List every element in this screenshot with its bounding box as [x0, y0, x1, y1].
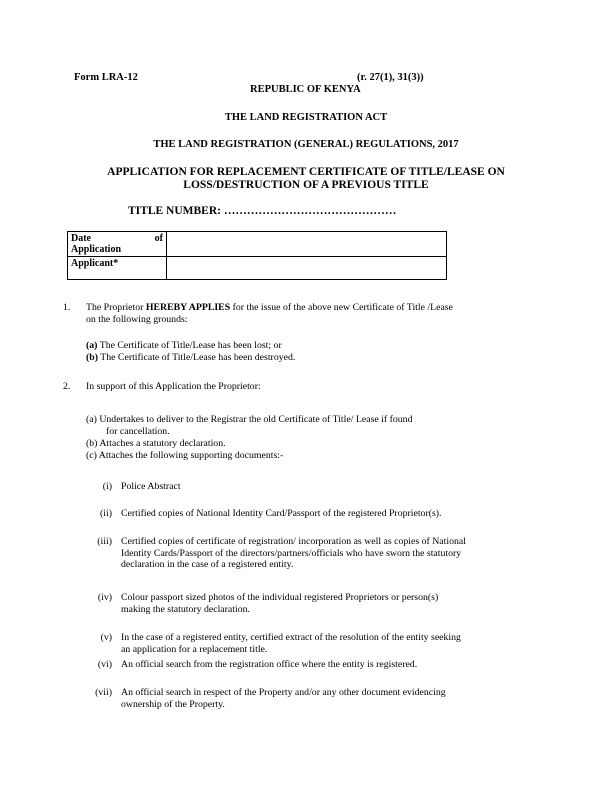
- section1-text-b: for the issue of the above new Certificate of Title /Lease: [230, 302, 453, 313]
- date-label-of: of: [154, 233, 163, 244]
- document-item-number: (v): [100, 632, 112, 643]
- section1-hereby-applies: HEREBY APPLIES: [145, 302, 231, 313]
- section1-text-a: The Proprietor: [86, 302, 146, 313]
- document-item-line: declaration in the case of a registered entity.: [121, 559, 294, 570]
- section1-number: 1.: [63, 302, 71, 313]
- form-title-line2: LOSS/DESTRUCTION OF A PREVIOUS TITLE: [183, 179, 429, 191]
- ground-b: [86, 352, 295, 364]
- document-item-line: ownership of the Property.: [121, 698, 225, 710]
- section2-intro: In support of this Application the Proprietor:: [86, 381, 261, 392]
- document-item-line: an application for a replacement title.: [121, 643, 268, 655]
- document-item-line: Identity Cards/Passport of the directors/partners/officials who have sworn the statutory: [121, 547, 462, 559]
- ground-a-label: (a): [86, 340, 98, 351]
- document-item-line: Colour passport sized photos of the individual registered Proprietors or person(s): [121, 592, 439, 603]
- date-row: [68, 232, 447, 257]
- section1-text: [86, 302, 453, 314]
- document-item-line: Certified copies of certificate of registration/ incorporation as well as copies of National: [121, 536, 466, 547]
- document-item-line: Police Abstract: [121, 481, 181, 492]
- date-label-word: Date: [71, 233, 91, 244]
- ground-b-text: The Certificate of Title/Lease has been destroyed.: [97, 352, 296, 363]
- document-item-number: (i): [102, 481, 112, 492]
- document-item-number: (ii): [100, 508, 112, 519]
- ground-b-label: (b): [86, 352, 98, 363]
- ground-a-text: The Certificate of Title/Lease has been lost; or: [97, 340, 282, 351]
- applicant-value-cell[interactable]: [167, 257, 447, 280]
- support-a-line1: (a) Undertakes to deliver to the Registrar the old Certificate of Title/ Lease if found: [86, 414, 413, 425]
- document-item-line: making the statutory declaration.: [121, 603, 250, 615]
- section1-text-c: on the following grounds:: [86, 314, 188, 325]
- act-heading: THE LAND REGISTRATION ACT: [224, 112, 388, 123]
- support-a-line2: for cancellation.: [106, 426, 170, 437]
- document-item-number: (vi): [97, 659, 112, 670]
- date-label-application: Application: [71, 244, 122, 255]
- document-item-line: An official search from the registration office where the entity is registered.: [121, 659, 418, 670]
- date-label: [68, 232, 167, 257]
- document-item-line: An official search in respect of the Property and/or any other document evidencing: [121, 687, 446, 698]
- document-item-line: In the case of a registered entity, certified extract of the resolution of the entity seeking: [121, 632, 461, 643]
- document-item-number: (vii): [95, 687, 112, 698]
- form-title-line1: APPLICATION FOR REPLACEMENT CERTIFICATE OF TITLE/LEASE ON: [107, 166, 505, 178]
- application-details-table: [67, 231, 447, 280]
- ground-a: [86, 340, 282, 352]
- applicant-label: Applicant*: [68, 257, 167, 280]
- document-item-line: Certified copies of National Identity Card/Passport of the registered Proprietor(s).: [121, 508, 442, 519]
- form-id: Form LRA-12: [74, 72, 138, 83]
- section2-number: 2.: [63, 381, 71, 392]
- title-number-field[interactable]: TITLE NUMBER: ………………………………………: [128, 205, 397, 217]
- document-item-number: (iv): [97, 592, 112, 603]
- regulations-heading: THE LAND REGISTRATION (GENERAL) REGULATIONS, 2017: [153, 139, 459, 150]
- support-b: (b) Attaches a statutory declaration.: [86, 438, 226, 449]
- rule-reference: (r. 27(1), 31(3)): [357, 72, 424, 83]
- date-value-cell[interactable]: [167, 232, 447, 257]
- document-item-number: (iii): [97, 536, 112, 547]
- support-c: (c) Attaches the following supporting documents:-: [86, 450, 284, 461]
- republic-heading: REPUBLIC OF KENYA: [250, 84, 361, 95]
- applicant-row: [68, 257, 447, 280]
